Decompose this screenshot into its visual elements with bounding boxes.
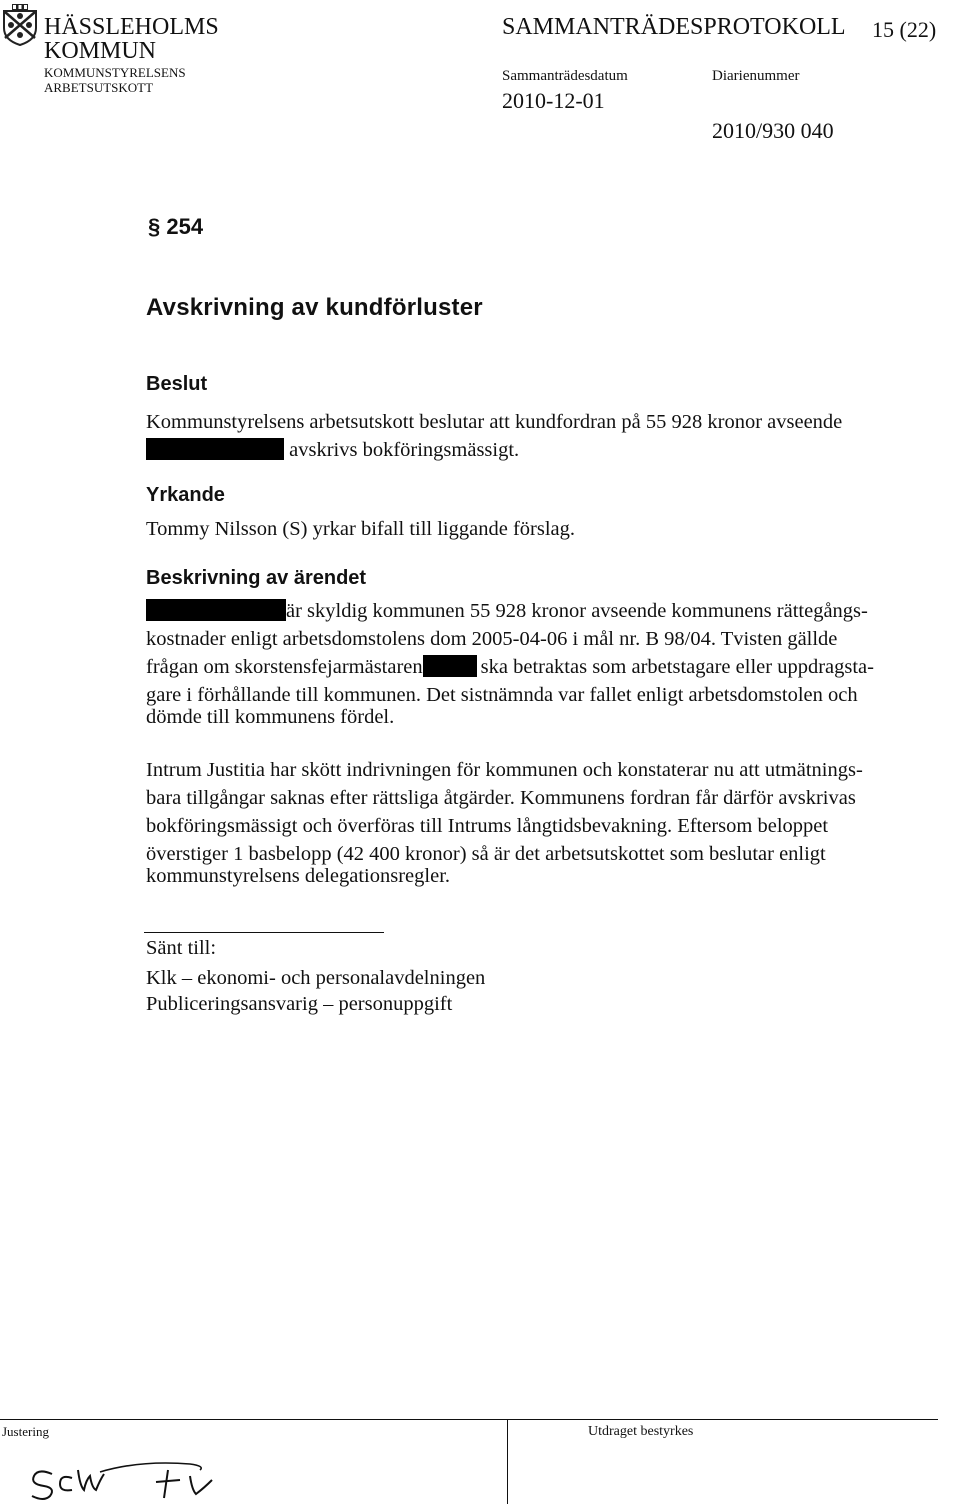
justering-label: Justering (2, 1424, 49, 1439)
page-title: Avskrivning av kundförluster (146, 294, 483, 321)
beskrivning-line3-start: frågan om skorstensfejarmästaren (146, 656, 423, 678)
sent-to-item: Publiceringsansvarig – personuppgift (146, 993, 453, 1015)
redaction-bar (423, 655, 477, 677)
redaction-bar (146, 599, 286, 621)
beskrivning-line3 (146, 653, 874, 681)
org-unit-line1: KOMMUNSTYRELSENS (44, 65, 186, 80)
org-name-line2: KOMMUN (44, 38, 157, 64)
municipal-crest-icon (2, 4, 38, 46)
beskrivning-line4: gare i förhållande till kommunen. Det sistnämnda var fallet enligt arbetsdomstolen och (146, 684, 858, 706)
footer-rule (0, 1419, 938, 1420)
sent-to-label: Sänt till: (146, 937, 217, 959)
diarie-number-label: Diarienummer (712, 68, 800, 84)
beskrivning-line1-content: är skyldig kommunen 55 928 kronor avseende kommunens rättegångs- (286, 600, 868, 622)
beskrivning-line5: dömde till kommunens fördel. (146, 706, 395, 728)
intrum-line5: kommunstyrelsens delegationsregler. (146, 865, 451, 887)
intrum-line1: Intrum Justitia har skött indrivningen för kommunen och konstaterar nu att utmätnings- (146, 759, 863, 781)
beskrivning-line1 (146, 597, 868, 625)
beskrivning-line2: kostnader enligt arbetsdomstolens dom 2005-04-06 i mål nr. B 98/04. Tvisten gällde (146, 628, 838, 650)
document-type: SAMMANTRÄDESPROTOKOLL (502, 14, 846, 40)
org-name-line1: HÄSSLEHOLMS (44, 14, 219, 40)
beslut-text-line2 (146, 436, 519, 464)
yrkande-text: Tommy Nilsson (S) yrkar bifall till liggande förslag. (146, 518, 575, 540)
diarie-number-value: 2010/930 040 (712, 118, 834, 143)
beskrivning-line3-end: ska betraktas som arbetstagare eller uppdragsta- (480, 656, 874, 678)
sent-to-item: Klk – ekonomi- och personalavdelningen (146, 967, 486, 989)
handwritten-signature (0, 1440, 240, 1504)
meeting-date-value: 2010-12-01 (502, 88, 605, 113)
page-number: 15 (22) (872, 17, 937, 42)
paragraph-number: § 254 (148, 214, 204, 239)
beslut-heading: Beslut (146, 373, 208, 395)
redaction-bar (146, 438, 284, 460)
org-unit-line2: ARBETSUTSKOTT (44, 80, 154, 95)
beslut-text-line1: Kommunstyrelsens arbetsutskott beslutar att kundfordran på 55 928 kronor avseende (146, 411, 843, 433)
intrum-line2: bara tillgångar saknas efter rättsliga åtgärder. Kommunens fordran får därför avskrivas (146, 787, 856, 809)
footer-divider (507, 1420, 508, 1504)
beskrivning-heading: Beskrivning av ärendet (146, 567, 367, 589)
intrum-line4: överstiger 1 basbelopp (42 400 kronor) så är det arbetsutskottet som beslutar enligt (146, 843, 826, 865)
intrum-line3: bokföringsmässigt och överföras till Intrums långtidsbevakning. Eftersom beloppet (146, 815, 829, 837)
distribution-separator (144, 932, 384, 933)
beslut-text-line2-content: avskrivs bokföringsmässigt. (289, 439, 520, 461)
meeting-date-label: Sammanträdesdatum (502, 68, 628, 84)
yrkande-heading: Yrkande (146, 484, 225, 506)
certified-label: Utdraget bestyrkes (588, 1424, 694, 1439)
